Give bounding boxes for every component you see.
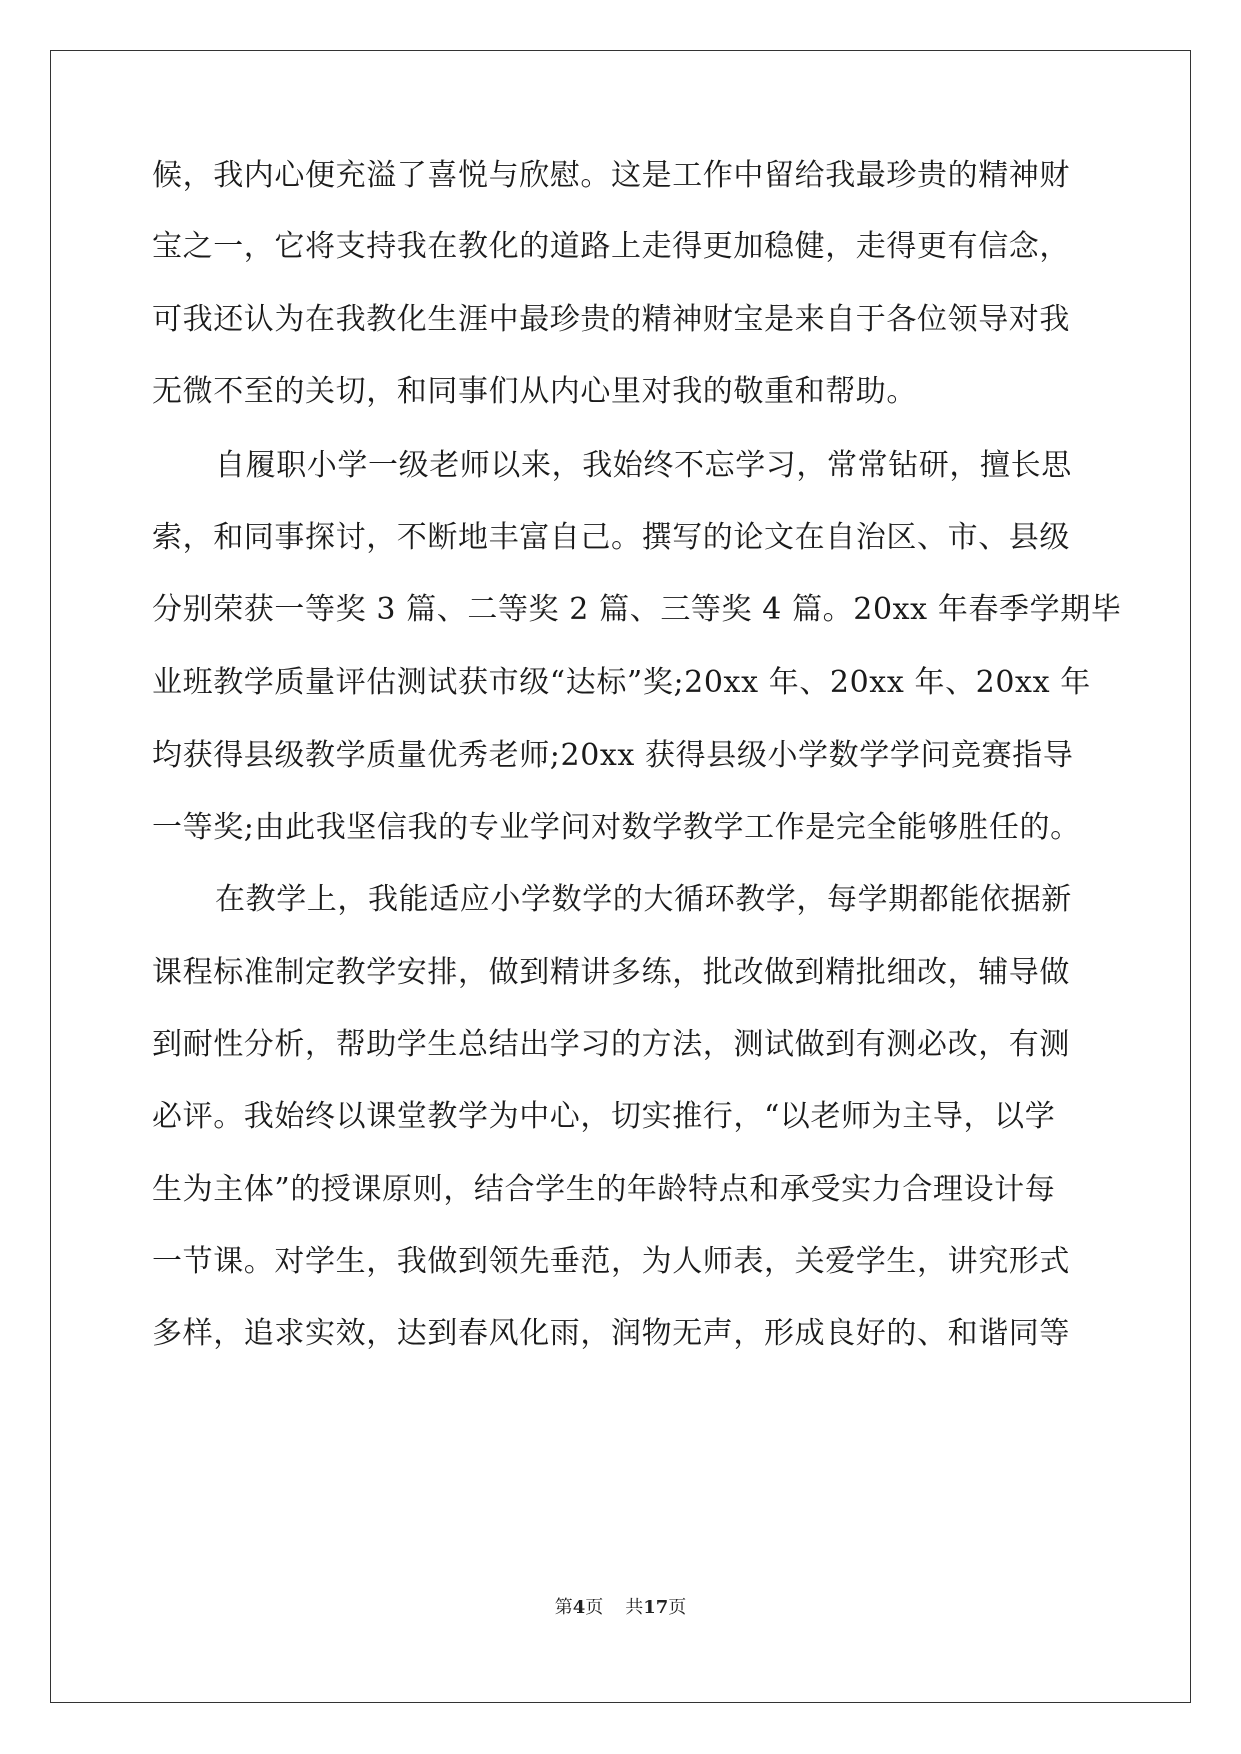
total-suffix: 页 — [668, 1597, 687, 1618]
paragraph-2-line-1: 自履职小学一级老师以来，我始终不忘学习，常常钻研，擅长思 — [215, 448, 1072, 483]
paragraph-1-line-1: 候，我内心便充溢了喜悦与欣慰。这是工作中留给我最珍贵的精神财 — [152, 158, 1070, 193]
page-footer — [0, 1596, 1241, 1620]
total-pages-number: 17 — [643, 1597, 669, 1618]
page-border — [50, 50, 1191, 1703]
paragraph-2-line-2: 索，和同事探讨，不断地丰富自己。撰写的论文在自治区、市、县级 — [152, 520, 1070, 555]
paragraph-1-line-2: 宝之一，它将支持我在教化的道路上走得更加稳健，走得更有信念， — [152, 229, 1070, 264]
paragraph-1-line-3: 可我还认为在我教化生涯中最珍贵的精神财宝是来自于各位领导对我 — [152, 302, 1070, 337]
page-prefix: 第 — [554, 1597, 573, 1618]
paragraph-3-line-3: 到耐性分析，帮助学生总结出学习的方法，测试做到有测必改，有测 — [152, 1027, 1070, 1062]
paragraph-2-line-3: 分别荣获一等奖 3 篇、二等奖 2 篇、三等奖 4 篇。20xx 年春季学期毕 — [152, 592, 1122, 627]
paragraph-3-line-7: 多样，追求实效，达到春风化雨，润物无声，形成良好的、和谐同等 — [152, 1316, 1070, 1351]
paragraph-3-line-6: 一节课。对学生，我做到领先垂范，为人师表，关爱学生，讲究形式 — [152, 1244, 1070, 1279]
paragraph-2-line-5: 均获得县级教学质量优秀老师;20xx 获得县级小学数学学问竞赛指导 — [152, 738, 1074, 773]
paragraph-2-line-6: 一等奖;由此我坚信我的专业学问对数学教学工作是完全能够胜任的。 — [152, 810, 1081, 845]
current-page-number: 4 — [572, 1597, 586, 1618]
paragraph-3-line-2: 课程标准制定教学安排，做到精讲多练，批改做到精批细改，辅导做 — [152, 955, 1070, 990]
paragraph-3-line-5: 生为主体”的授课原则，结合学生的年龄特点和承受实力合理设计每 — [152, 1172, 1056, 1207]
paragraph-3-line-1: 在教学上，我能适应小学数学的大循环教学，每学期都能依据新 — [215, 882, 1072, 917]
page-suffix: 页 — [585, 1597, 604, 1618]
total-prefix: 共 — [625, 1597, 644, 1618]
paragraph-2-line-4: 业班教学质量评估测试获市级“达标”奖;20xx 年、20xx 年、20xx 年 — [152, 665, 1091, 700]
paragraph-3-line-4: 必评。我始终以课堂教学为中心，切实推行，“以老师为主导，以学 — [152, 1099, 1056, 1134]
paragraph-1-line-4: 无微不至的关切，和同事们从内心里对我的敬重和帮助。 — [152, 374, 917, 409]
